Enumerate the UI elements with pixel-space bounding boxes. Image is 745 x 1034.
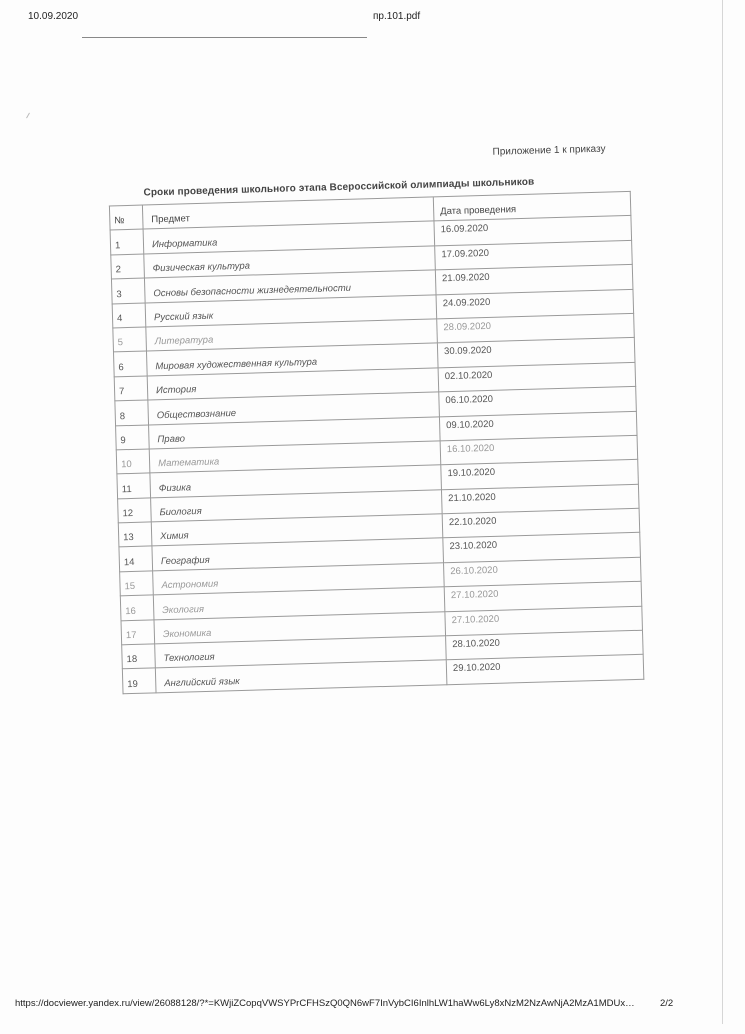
- row-num: 3: [111, 278, 145, 303]
- row-subject: Математика: [149, 441, 441, 474]
- appendix-note: Приложение 1 к приказу: [492, 143, 606, 158]
- row-subject: Химия: [151, 514, 443, 547]
- row-subject: Русский язык: [145, 294, 437, 327]
- row-subject: История: [147, 368, 439, 401]
- row-subject: Астрономия: [153, 563, 445, 596]
- row-num: 7: [114, 376, 148, 401]
- row-subject: Экономика: [154, 611, 446, 644]
- document-title: Сроки проведения школьного этапа Всероссийской олимпиады школьников: [143, 176, 535, 199]
- row-subject: Физическая культура: [144, 246, 436, 279]
- row-subject: География: [152, 538, 444, 571]
- row-num: 15: [120, 571, 154, 596]
- row-num: 11: [117, 473, 151, 498]
- print-page-number: 2/2: [660, 998, 674, 1009]
- print-file-name: пр.101.pdf: [373, 11, 421, 22]
- row-date: 16.10.2020: [440, 435, 638, 465]
- header-date: Дата проведения: [433, 191, 631, 221]
- row-date: 28.09.2020: [437, 313, 635, 343]
- row-num: 10: [116, 449, 150, 474]
- row-date: 24.09.2020: [436, 289, 634, 319]
- row-num: 17: [121, 620, 155, 645]
- row-date: 26.10.2020: [444, 557, 642, 587]
- row-date: 22.10.2020: [442, 508, 640, 538]
- row-subject: Английский язык: [155, 660, 447, 693]
- row-subject: Информатика: [143, 221, 435, 254]
- row-num: 14: [119, 546, 153, 571]
- row-date: 29.10.2020: [446, 655, 644, 685]
- row-subject: Литература: [146, 319, 438, 352]
- row-subject: Обществознание: [148, 392, 440, 425]
- row-num: 4: [112, 303, 146, 328]
- row-date: 16.09.2020: [434, 216, 632, 246]
- print-date: 10.09.2020: [28, 11, 79, 22]
- row-date: 21.10.2020: [441, 484, 639, 514]
- row-date: 28.10.2020: [446, 630, 644, 660]
- row-subject: Биология: [151, 489, 443, 522]
- row-num: 8: [115, 400, 149, 425]
- row-num: 2: [111, 254, 145, 279]
- row-num: 19: [122, 668, 156, 693]
- row-subject: Технология: [155, 636, 447, 669]
- row-date: 27.10.2020: [444, 582, 642, 612]
- row-num: 1: [110, 229, 144, 254]
- row-date: 06.10.2020: [439, 386, 637, 416]
- row-num: 13: [118, 522, 152, 547]
- row-date: 02.10.2020: [438, 362, 636, 392]
- schedule-table: [109, 191, 644, 694]
- row-date: 30.09.2020: [437, 338, 635, 368]
- row-num: 5: [113, 327, 147, 352]
- row-subject: Право: [149, 416, 441, 449]
- row-date: 23.10.2020: [443, 533, 641, 563]
- row-subject: Основы безопасности жизнедеятельности: [144, 270, 436, 303]
- row-date: 27.10.2020: [445, 606, 643, 636]
- header-subject: Предмет: [142, 197, 434, 230]
- row-subject: Мировая художественная культура: [146, 343, 438, 376]
- row-subject: Экология: [153, 587, 445, 620]
- row-num: 18: [122, 644, 156, 669]
- print-url: https://docviewer.yandex.ru/view/26088128/?*=KWjiZCopqVWSYPrCFHSzQ0QN6wF7InVybCI6InlhLW1haWw6Ly8xNzM2NzAwNjA2MzA1MDUx…: [15, 998, 635, 1009]
- row-date: 09.10.2020: [439, 411, 637, 441]
- row-num: 9: [116, 424, 150, 449]
- row-num: 6: [114, 351, 148, 376]
- row-date: 21.09.2020: [435, 265, 633, 295]
- header-num: №: [109, 205, 143, 230]
- row-subject: Физика: [150, 465, 442, 498]
- row-num: 16: [120, 595, 154, 620]
- row-num: 12: [118, 498, 152, 523]
- row-date: 19.10.2020: [441, 460, 639, 490]
- row-date: 17.09.2020: [435, 240, 633, 270]
